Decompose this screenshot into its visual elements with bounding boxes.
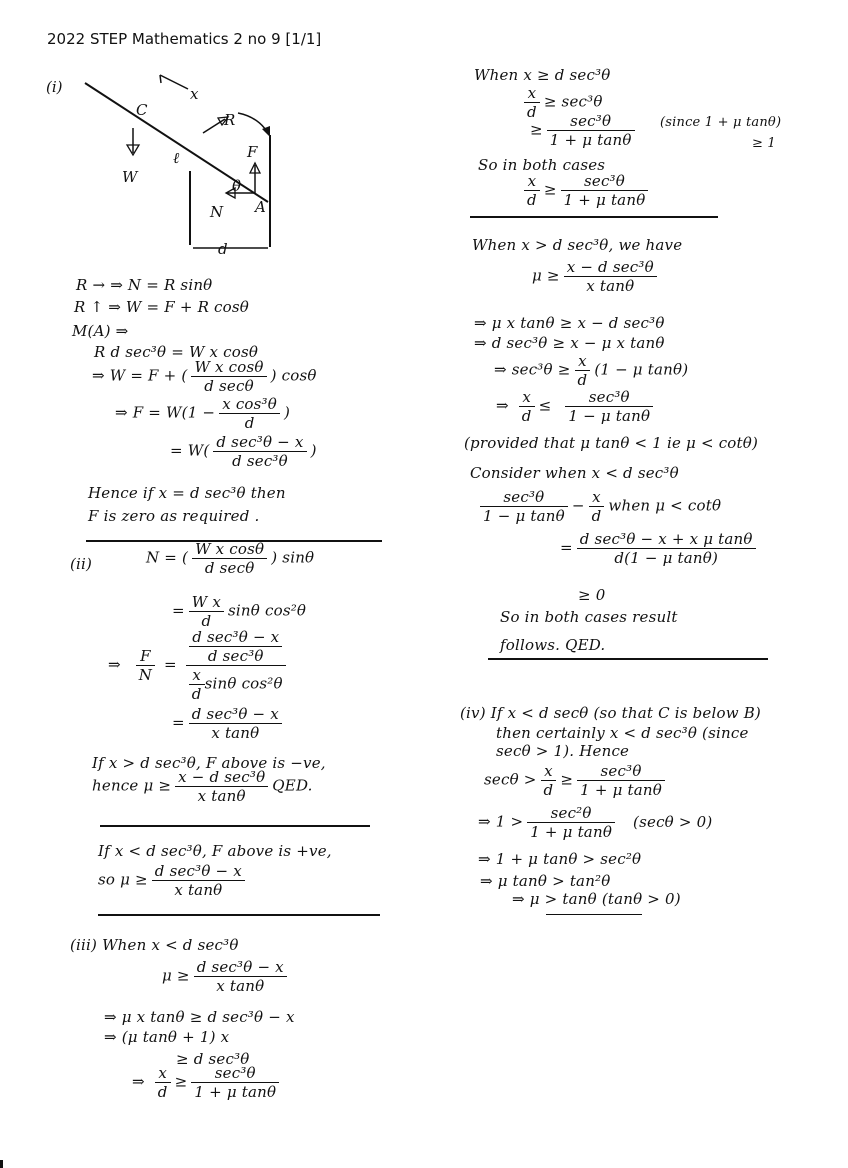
svg-text:θ: θ <box>232 177 242 195</box>
resolve-vertical: R ↑ ⇒ W = F + R cosθ <box>74 298 249 316</box>
right-line-3: ≥ $\frac{\text{sec³θ}}{\text{1 + μ tanθ}}$ <box>530 112 639 149</box>
part-iv-line-5: ⇒ 1 > $\frac{\text{sec²θ}}{\text{1 + μ tanθ}}$ (secθ > 0) <box>478 804 713 841</box>
part-iv-line-8: ⇒ μ > tanθ (tanθ > 0) <box>512 890 681 908</box>
part-iii-line-5: ≥ d sec³θ <box>176 1050 250 1068</box>
right-line-4: So in both cases <box>478 156 606 174</box>
conclusion-line-2: F is zero as required . <box>88 507 260 525</box>
conclusion-line-1: Hence if x = d sec³θ then <box>88 484 286 502</box>
part-ii-eq-2: = $\frac{\text{W x}}{d}$ sinθ cos²θ <box>172 593 307 630</box>
part-i-label: (i) <box>46 78 63 96</box>
right-line-12: (provided that μ tanθ < 1 ie μ < cotθ) <box>464 434 759 452</box>
right-note-1: (since 1 + μ tanθ) <box>660 115 782 130</box>
right-line-16: ≥ 0 <box>578 586 606 604</box>
right-line-10: ⇒ sec³θ ≥ $\frac{x}{d}$ (1 − μ tanθ) <box>494 352 689 389</box>
moments-eq-4: = W( $\frac{\text{d sec³θ − x}}{\text{d sec³θ}}$ ) <box>170 433 317 470</box>
divider <box>98 914 380 916</box>
part-ii-eq-4: = $\frac{\text{d sec³θ − x}}{\text{x tanθ}}$ <box>172 705 286 742</box>
divider <box>100 825 370 827</box>
right-line-17: So in both cases result <box>500 608 678 626</box>
svg-text:W: W <box>122 168 138 186</box>
part-iii-line-3: ⇒ μ x tanθ ≥ d sec³θ − x <box>104 1008 295 1026</box>
part-iv-line-3: secθ > 1). Hence <box>496 742 630 760</box>
part-iii-line-2: μ ≥ $\frac{\text{d sec³θ − x}}{\text{x tanθ}}$ <box>162 958 291 995</box>
right-line-13: Consider when x < d sec³θ <box>470 464 679 482</box>
divider <box>470 216 718 218</box>
part-iv-line-1: (iv) If x < d secθ (so that C is below B) <box>460 704 761 722</box>
part-iv-line-7: ⇒ μ tanθ > tan²θ <box>480 872 611 890</box>
svg-text:x: x <box>190 85 199 103</box>
right-line-7: μ ≥ $\frac{\text{x − d sec³θ}}{\text{x tanθ}}$ <box>532 258 661 295</box>
part-ii-line-6: hence μ ≥ $\frac{\text{x − d sec³θ}}{\text{x tanθ}}$ QED. <box>92 768 313 805</box>
right-line-1: When x ≥ d sec³θ <box>474 66 611 84</box>
right-line-11: ⇒ $\frac{x}{d}$ ≤ $\frac{\text{sec³θ}}{\text{1 − μ tanθ}}$ <box>496 388 657 425</box>
right-line-9: ⇒ d sec³θ ≥ x − μ x tanθ <box>474 334 665 352</box>
resolve-horizontal: R → ⇒ N = R sinθ <box>76 276 213 294</box>
page-title: 2022 STEP Mathematics 2 no 9 [1/1] <box>47 30 322 48</box>
ladder-diagram <box>40 65 300 270</box>
part-iv-line-2: then certainly x < d sec³θ (since <box>496 724 749 742</box>
part-iv-line-6: ⇒ 1 + μ tanθ > sec²θ <box>478 850 642 868</box>
svg-text:N: N <box>210 203 224 221</box>
right-line-5: $\frac{x}{d}$ ≥ $\frac{\text{sec³θ}}{\text{1 + μ tanθ}}$ <box>520 172 652 209</box>
svg-text:R: R <box>224 111 236 129</box>
svg-text:F: F <box>247 143 258 161</box>
right-line-2: $\frac{x}{d}$ ≥ sec³θ <box>520 84 603 121</box>
part-iii-line-6: ⇒ $\frac{x}{d}$ ≥ $\frac{\text{sec³θ}}{\text{1 + μ tanθ}}$ <box>132 1064 283 1101</box>
svg-text:ℓ: ℓ <box>173 149 180 167</box>
moments-eq-3: ⇒ F = W(1 − $\frac{\text{x cos³θ}}{d}$ ) <box>115 395 291 432</box>
svg-text:C: C <box>136 101 148 119</box>
right-line-18: follows. QED. <box>500 636 606 654</box>
moments-eq-2: ⇒ W = F + ( $\frac{\text{W x cosθ}}{\text{d secθ}}$ ) cosθ <box>92 358 317 395</box>
divider <box>488 658 768 660</box>
part-iii-line-1: (iii) When x < d sec³θ <box>70 936 239 954</box>
right-line-14: $\frac{\text{sec³θ}}{\text{1 − μ tanθ}}$ − $\frac{x}{d}$ when μ < cotθ <box>476 488 721 525</box>
page-corner-mark <box>0 1160 3 1168</box>
part-ii-eq-1: N = ( $\frac{\text{W x cosθ}}{\text{d secθ}}$ ) sinθ <box>146 540 315 577</box>
divider <box>546 914 642 915</box>
right-line-6: When x > d sec³θ, we have <box>472 236 683 254</box>
part-ii-label: (ii) <box>70 555 93 573</box>
part-ii-line-8: so μ ≥ $\frac{\text{d sec³θ − x}}{\text{x tanθ}}$ <box>98 862 249 899</box>
right-line-15: = $\frac{\text{d sec³θ − x + x μ tanθ}}{\text{d(1 − μ tanθ)}}$ <box>560 530 760 567</box>
right-note-2: ≥ 1 <box>752 136 776 151</box>
moments-heading: M(A) ⇒ <box>72 322 129 340</box>
right-line-8: ⇒ μ x tanθ ≥ x − d sec³θ <box>474 314 665 332</box>
part-ii-line-5: If x > d sec³θ, F above is −ve, <box>92 754 326 772</box>
part-iv-line-4: secθ > $\frac{x}{d}$ ≥ $\frac{\text{sec³θ}}{\text{1 + μ tanθ}}$ <box>484 762 669 799</box>
part-iii-line-4: ⇒ (μ tanθ + 1) x <box>104 1028 230 1046</box>
moments-eq-1: R d sec³θ = W x cosθ <box>94 343 259 361</box>
part-ii-eq-3: ⇒ $\frac{F}{N}$ = $\frac{\text{d sec³θ − x}}{\text{d sec³θ}}$ $\frac{x}{d}$ sinθ cos²θ <box>108 628 290 703</box>
part-ii-line-7: If x < d sec³θ, F above is +ve, <box>98 842 332 860</box>
svg-text:A: A <box>255 198 266 216</box>
svg-text:d: d <box>218 240 228 258</box>
